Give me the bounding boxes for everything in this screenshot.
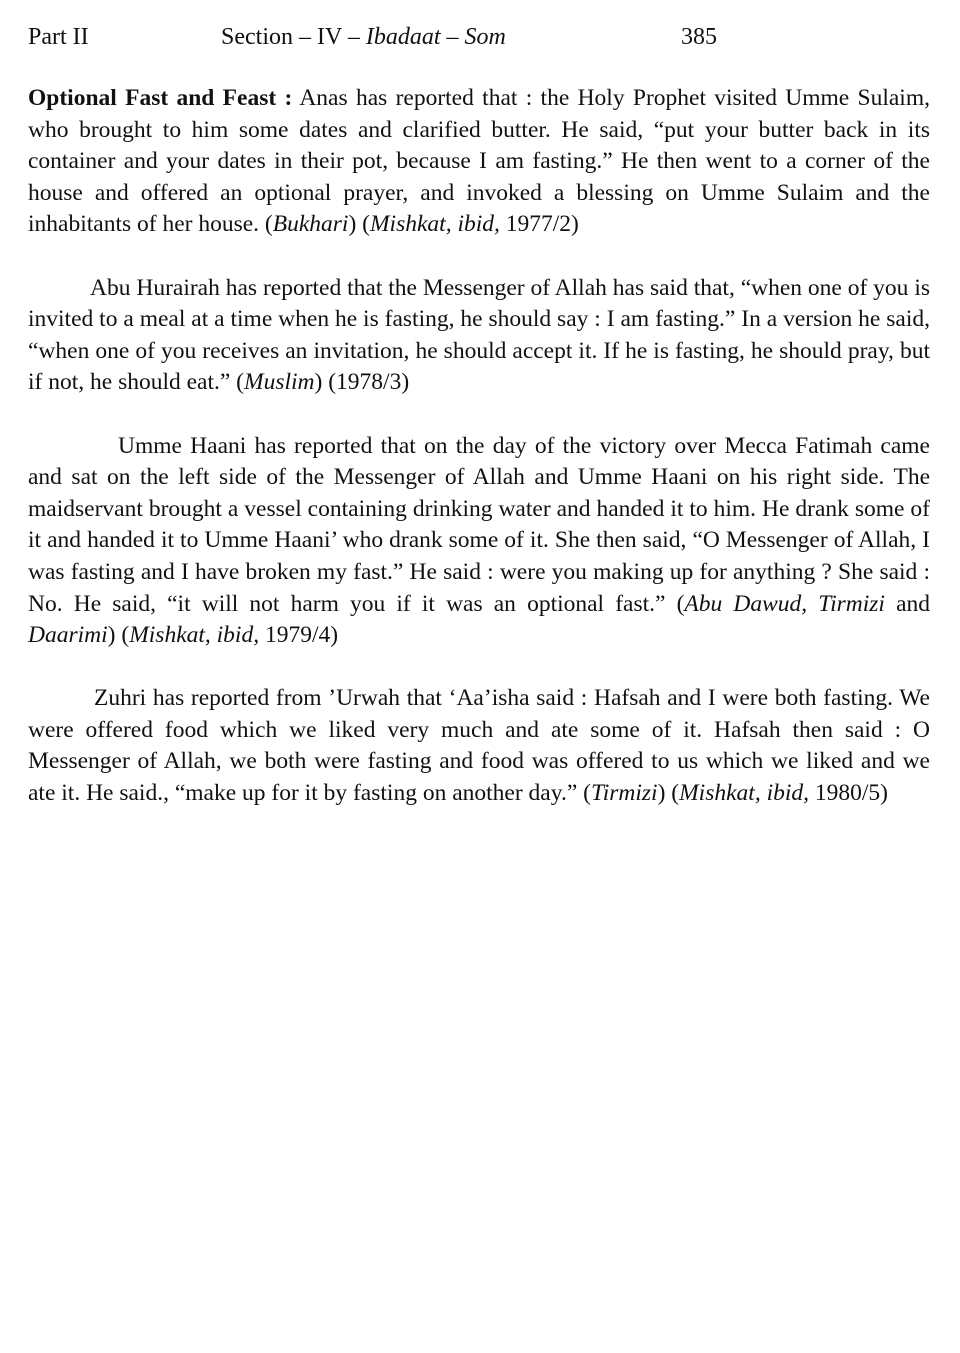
document-page <box>28 20 930 841</box>
citation-number: 1977/2) <box>499 211 579 238</box>
citation: Tirmizi <box>590 780 658 807</box>
citation: Daarimi <box>28 622 108 649</box>
section-italic: Ibadaat – Som <box>365 24 506 50</box>
citation: Bukhari <box>272 211 349 238</box>
paragraph-text: Zuhri has reported from ’Urwah that ‘Aa’isha said : Hafsah and I were both fasting. We were offered food which we liked very much and ate some of it. Hafsah then said : O Messenger of Allah, we both were fasting and food was offered to us which we liked and we ate it. He said., “make up for it by fasting on another day.” ( <box>28 685 930 807</box>
citation: Mishkat, ibid, <box>679 780 810 807</box>
paragraph-umme-haani <box>28 431 930 652</box>
paragraph-optional-fast <box>28 83 930 241</box>
section-prefix: Section – IV – <box>221 24 366 50</box>
paragraph-heading: Optional Fast and Feast : <box>28 85 293 111</box>
citation: Abu Dawud, Tirmizi <box>684 590 885 617</box>
citation: Mishkat, ibid, <box>369 211 500 238</box>
citation-number: ) (1978/3) <box>314 369 410 396</box>
paragraph-text: Abu Hurairah has reported that the Messenger of Allah has said that, “when one of you is invited to a meal at a time when he is fasting, he should say : I am fasting.” In a version he said, “when one of you receives an invitation, he should accept it. If he is fasting, he should pray, but if not, he should eat.” ( <box>28 274 930 396</box>
page-header <box>28 20 930 54</box>
citation: Muslim <box>244 369 315 396</box>
section-title <box>221 20 506 54</box>
part-label: Part II <box>28 24 89 50</box>
paragraph-abu-hurairah <box>28 273 930 399</box>
paragraph-zuhri <box>28 683 930 809</box>
paragraph-text: ) ( <box>657 780 680 807</box>
page-number: 385 <box>681 24 717 50</box>
citation-number: 1979/4) <box>259 622 339 649</box>
citation: Mishkat, ibid, <box>129 622 260 649</box>
paragraph-text: ) ( <box>107 622 130 649</box>
paragraph-text: Anas has reported that : the Holy Prophet visited Umme Sulaim, who brought to him some dates and clarified butter. He said, “put your butter back in its container and your dates in their pot, because I am fasting.” He then went to a corner of the house and offered an optional prayer, and invoked a blessing on Umme Sulaim and the inhabitants of her house. ( <box>28 85 930 238</box>
page-body <box>28 83 930 810</box>
citation-number: 1980/5) <box>809 780 888 807</box>
paragraph-text: ) ( <box>348 211 370 238</box>
paragraph-text: Umme Haani has reported that on the day of the victory over Mecca Fatimah came and sat on the left side of the Messenger of Allah and Umme Haani on his right side. The maidservant brought a vessel containing drinking water and handed it to him. He drank some of it and handed it to Umme Haani’ who drank some of it. She then said, “O Messenger of Allah, I was fasting and I have broken my fast.” He said : were you making up for anything ? She said : No. He said, “it will not harm you if it was an optional fast.” ( <box>28 432 930 617</box>
paragraph-text: and <box>884 590 931 617</box>
